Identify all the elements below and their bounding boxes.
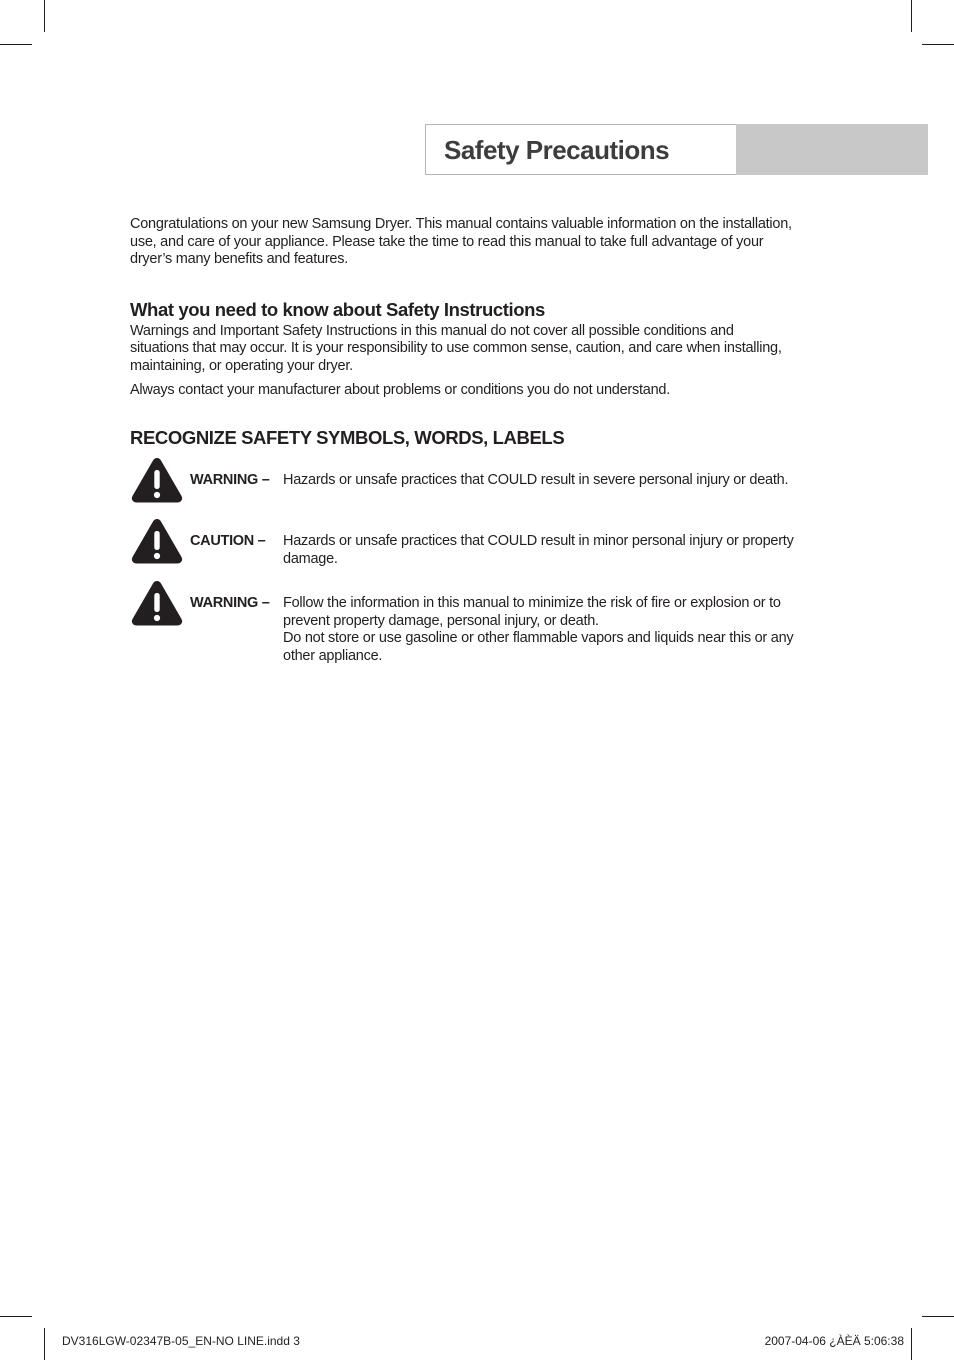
- symbol-row-fire-warning: [130, 579, 800, 669]
- crop-mark: [44, 1328, 45, 1360]
- crop-mark: [44, 0, 45, 32]
- symbol-label: CAUTION –: [190, 533, 266, 549]
- page-title: Safety Precautions: [444, 135, 670, 165]
- footer-filename: DV316LGW-02347B-05_EN-NO LINE.indd 3: [62, 1334, 300, 1348]
- symbol-row-caution: [130, 517, 800, 573]
- page-title-box: [425, 124, 736, 175]
- crop-mark: [911, 1328, 912, 1360]
- symbol-label: WARNING –: [190, 472, 270, 488]
- intro-paragraph: Congratulations on your new Samsung Dryer. This manual contains valuable information on the installation, use, and care of your appliance. Please take the time to read this manual to take full advantage of your dryer’s many benefits and features.: [130, 216, 792, 268]
- section-heading-safety-symbols: RECOGNIZE SAFETY SYMBOLS, WORDS, LABELS: [130, 427, 565, 449]
- warning-triangle-icon: [130, 579, 184, 627]
- symbol-description: Follow the information in this manual to minimize the risk of fire or explosion or to prevent property damage, personal injury, or death.: [283, 595, 781, 629]
- title-shade-bar: [736, 124, 928, 175]
- safety-instructions-paragraph: Warnings and Important Safety Instructions in this manual do not cover all possible conditions and situations that may occur. It is your responsibility to use common sense, caution, and care when installing, maintaining, or operating your dryer.: [130, 322, 782, 374]
- warning-triangle-icon: [130, 456, 184, 504]
- crop-mark: [911, 0, 912, 32]
- crop-mark: [0, 1316, 32, 1317]
- symbol-description: Hazards or unsafe practices that COULD result in minor personal injury or property damage.: [283, 533, 794, 567]
- symbol-description: Do not store or use gasoline or other flammable vapors and liquids near this or any other appliance.: [283, 630, 794, 664]
- footer-timestamp: 2007-04-06 ¿ÀÈÄ 5:06:38: [764, 1334, 904, 1348]
- section-heading-safety-instructions: What you need to know about Safety Instructions: [130, 298, 545, 320]
- crop-mark: [0, 44, 32, 45]
- main-content: [130, 216, 795, 449]
- symbol-description: Hazards or unsafe practices that COULD result in severe personal injury or death.: [283, 472, 789, 488]
- symbol-row-warning: [130, 456, 800, 512]
- crop-mark: [922, 44, 954, 45]
- symbol-label: WARNING –: [190, 595, 270, 611]
- contact-manufacturer-paragraph: Always contact your manufacturer about problems or conditions you do not understand.: [130, 381, 670, 398]
- warning-triangle-icon: [130, 517, 184, 565]
- crop-mark: [922, 1316, 954, 1317]
